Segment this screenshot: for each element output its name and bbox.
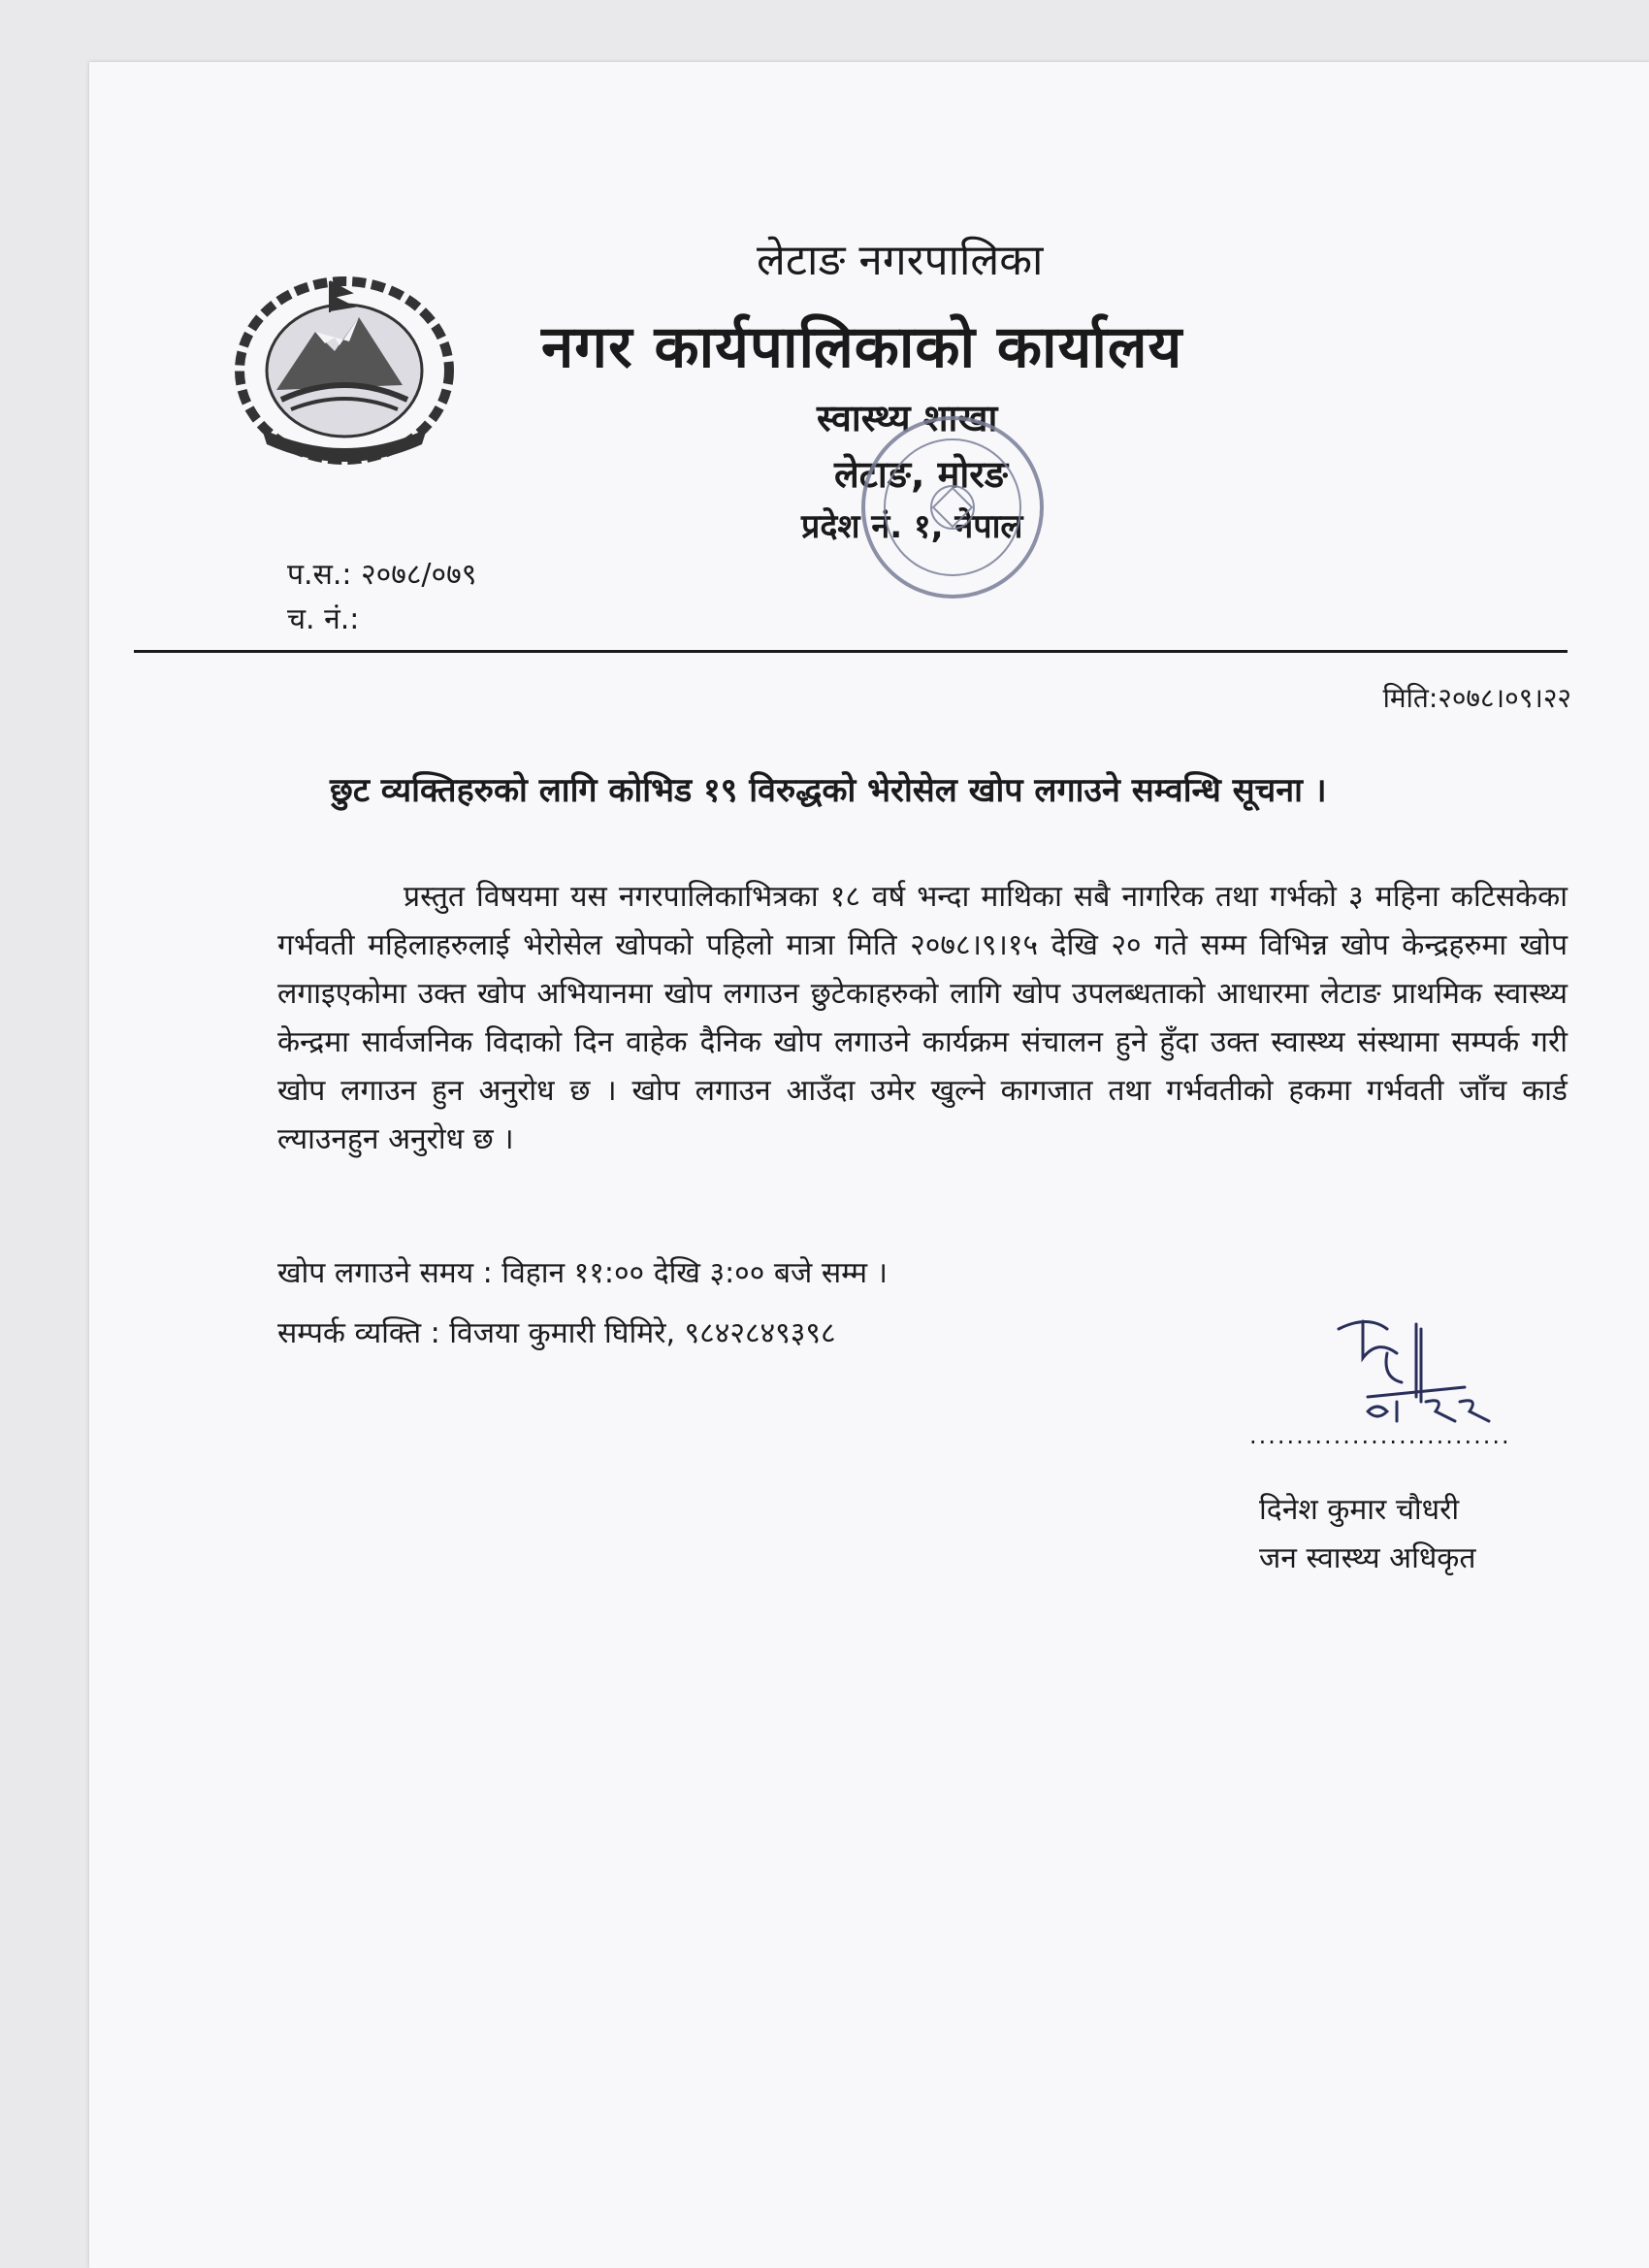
notice-body: प्रस्तुत विषयमा यस नगरपालिकाभित्रका १८ वर्ष भन्दा माथिका सबै नागरिक तथा गर्भको ३ महिना कटिसकेका गर्भवती महिलाहरुलाई भेरोसेल खोपको पहिलो मात्रा मिति २०७८।९।१५ देखि २० गते सम्म विभिन्न खोप केन्द्रहरुमा खोप लगाइएकोमा उक्त खोप अभियानमा खोप लगाउन छुटेकाहरुको लागि खोप उपलब्धताको आधारमा लेटाङ प्राथमिक स्वास्थ्य केन्द्रमा सार्वजनिक विदाको दिन वाहेक दैनिक खोप लगाउने कार्यक्रम संचालन हुने हुँदा उक्त स्वास्थ्य संस्थामा सम्पर्क गरी खोप लगाउन हुन अनुरोध छ । खोप लगाउन आउँदा उमेर खुल्ने कागजात तथा गर्भवतीको हकमा गर्भवती जाँच कार्ड ल्याउनहुन अनुरोध छ । — [277, 880, 1568, 1156]
municipality-name: लेटाङ नगरपालिका — [757, 236, 1044, 285]
signature-line: ............................ — [1249, 1422, 1511, 1449]
letter-number: प.स.: २०७८/०७९ — [287, 558, 477, 592]
header-divider — [134, 650, 1568, 653]
signatory-name: दिनेश कुमार चौधरी — [1259, 1493, 1460, 1527]
office-name: नगर कार्यपालिकाको कार्यालय — [541, 313, 1183, 381]
office-province: प्रदेश नं. १, नेपाल — [801, 507, 1023, 546]
office-address: लेटाङ, मोरङ — [834, 453, 1008, 496]
vaccination-time: खोप लगाउने समय : विहान ११:०० देखि ३:०० बजे सम्म । — [277, 1256, 888, 1290]
branch-name: स्वास्थ्य शाखा — [817, 397, 998, 439]
dispatch-number: च. नं.: — [287, 602, 360, 636]
nepal-emblem-icon — [233, 274, 456, 468]
contact-person: सम्पर्क व्यक्ति : विजया कुमारी घिमिरे, ९८४२८४९३९८ — [277, 1316, 836, 1350]
signatory-title: जन स्वास्थ्य अधिकृत — [1259, 1541, 1476, 1575]
office-stamp-icon — [856, 405, 1050, 609]
letter-date: मिति:२०७८।०९।२२ — [1382, 682, 1571, 714]
notice-subject: छुट व्यक्तिहरुको लागि कोभिड १९ विरुद्धको भेरोसेल खोप लगाउने सम्वन्धि सूचना । — [330, 771, 1327, 810]
handwritten-signature-icon — [1329, 1310, 1504, 1426]
